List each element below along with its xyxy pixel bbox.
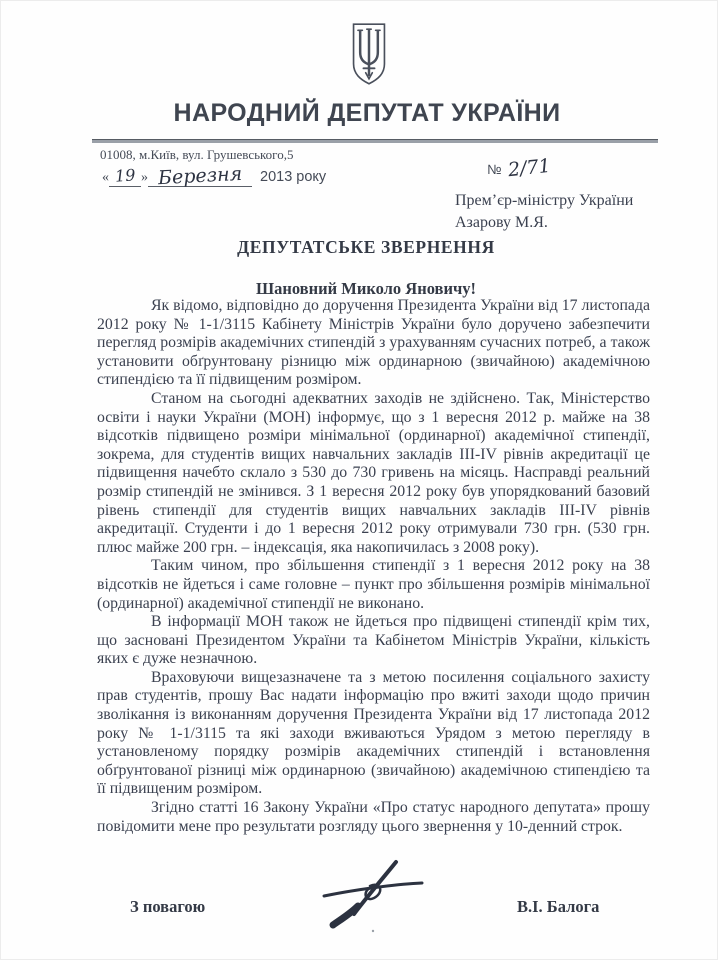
signer-name: В.І. Балога — [517, 897, 600, 916]
handwritten-doc-number: 2/71 — [507, 154, 553, 182]
letter-body — [97, 297, 650, 836]
signature-scribble-icon — [318, 856, 428, 941]
paragraph: В інформації МОН також не йдеться про підвищені стипендії крім тих, що засновані Президентом України та Кабінетом Міністрів України, кількість яких є дуже незначною. — [97, 613, 650, 668]
org-title: НАРОДНИЙ ДЕПУТАТ УКРАЇНИ — [173, 99, 561, 127]
ukraine-trident-icon — [350, 22, 388, 91]
date-year: 2013 року — [260, 169, 327, 185]
date-day-blank — [109, 166, 141, 187]
date-open-quote: « — [102, 170, 109, 185]
addressee-line2: Азарову М.Я. — [455, 214, 548, 231]
date-close-quote: » — [141, 170, 148, 185]
date-line — [102, 162, 327, 190]
paragraph: Станом на сьогодні адекватних заходів не здійснено. Так, Міністерство освіти і науки України (МОН) інформує, що з 1 вересня 2012 р. майже на 38 відсотків підвищено розміри мінімальної (ординарної) академічної стипендії, зокрема, для студентів вищих навчальних закладів III-IV рівнів акредитації це підвищення начебто склало з 530 до 730 гривень на місяць. Насправді реальний розмір стипендій не змінився. З 1 вересня 2012 року був упорядкований базовий рівень стипендії для студентів вищих навчальних закладів III-IV рівнів акредитації. Студенти і до 1 вересня 2012 року отримували 730 грн. (530 грн. плюс майже 200 грн. – індексація, яка накопичилась з 2008 року). — [97, 389, 650, 556]
addressee-block — [455, 190, 633, 234]
letterhead-address: 01008, м.Київ, вул. Грушевського,5 — [100, 147, 294, 162]
date-month-blank — [148, 162, 252, 190]
addressee-line1: Прем’єр-міністру України — [455, 192, 634, 209]
paragraph: Як відомо, відповідно до доручення Президента України від 17 листопада 2012 року № 1-1/3115 Кабінету Міністрів України було доручено забезпечити перегляд розмірів академічних стипендій з урахуванням сучасних потреб, а також установити обґрунтовану різницю між ординарною (звичайною) академічною стипендією та її підвищеним розміром. — [97, 297, 650, 389]
valediction: З повагою — [130, 897, 206, 916]
paragraph: Згідно статті 16 Закону України «Про статус народного депутата» прошу повідомити мене про результати розгляду цього звернення у 10-денний строк. — [97, 799, 650, 835]
doc-number-label: № — [487, 162, 502, 177]
handwritten-day: 19 — [114, 165, 136, 186]
handwritten-month: Березня — [157, 162, 243, 190]
doc-number-line — [487, 154, 553, 182]
salutation: Шановний Миколо Яновичу! — [255, 279, 477, 298]
paragraph: Враховуючи вищезазначене та з метою посилення соціального захисту прав студентів, прошу Вас надати інформацію про вжиті заходи щодо причин зволікання із виконанням доручення Президента України від 17 листопада 2012 року № 1-1/3115 та які заходи вживаються Урядом з метою перегляду в установленому порядку розмірів академічних стипендій і встановлення обґрунтованої різниці між ординарною (звичайною) академічною стипендією та її підвищеним розміром. — [97, 668, 650, 798]
document-title: ДЕПУТАТСЬКЕ ЗВЕРНЕННЯ — [237, 237, 495, 257]
paragraph: Таким чином, про збільшення стипендії з 1 вересня 2012 року на 38 відсотків не йдеться і саме головне – пункт про збільшення розмірів мінімальної (ординарної) академічної стипендії не виконано. — [97, 557, 650, 612]
letterhead-divider — [92, 139, 658, 143]
